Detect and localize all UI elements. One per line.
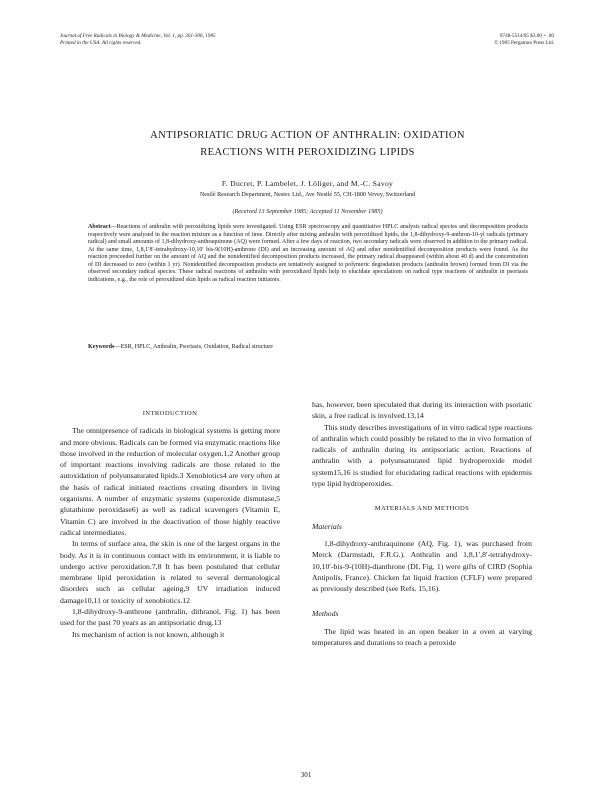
methods-paragraph: The lipid was heated in an open beaker in a oven at varying temperatures and durations to reach a peroxide xyxy=(312,626,532,648)
abstract-label: Abstract xyxy=(88,224,111,230)
abstract-text: —Reactions of anthralin with peroxidizing lipids were investigated. Using ESR spectroscopy and quantitative HPLC analysis radical species and decomposition products respectively were analysed in the reaction mixture as a function of time. Directly after mixing anthralin with peroxidized lipids, the 1,8-dihydroxy-9-anthron-10-yl radicals (primary radical) and small amounts of 1,8-dihydroxy-anthraquinone (AQ) were formed. After a few days of reaction, two secondary radicals were observed in addition to the primary radical. At the same time, 1,8,1′8′-tetrahydroxy-10,10′ bis-9(10H)-anthrone (DI) and an increasing amount of AQ and other nonidentified decomposition products were found. As the reaction proceeded further on the amount of AQ and the nonidentified decomposition products increased, the primary radical disappeared (within about 40 d) and the concentration of DI decreased to zero (within 1 yr). Nonidentified decomposition products are tentatively assigned to polymeric degradation products (anthralin brown) formed from DI via the observed secondary radical species. These radical reactions of anthralin with peroxidized lipids help to elucidate speculations on radical type reactions of anthralin in psoriasis indications, e.g., the role of peroxidized skin lipids as radical reaction initiators. xyxy=(88,224,528,283)
materials-methods-heading: MATERIALS AND METHODS xyxy=(374,505,470,513)
study-description-paragraph: This study describes investigations of in vitro radical type reactions of anthralin which could possibly be related to the in vivo formation of radicals of anthralin during its antipsoriatic action. Reactions of anthralin with a polyunsaturated lipid hydroperoxide model system15,16 is studied for elucidating radical reactions with epidermis type lipid hydroperoxides. xyxy=(312,422,532,489)
print-notice: Printed in the USA. All rights reserved. xyxy=(60,40,142,46)
intro-paragraph-3: 1,8-dihydroxy-9-anthrone (anthralin, dithranol, Fig. 1) has been used for the past 70 years as an antipsoriatic drug.13 xyxy=(60,607,280,628)
copyright-line: © 1985 Pergamon Press Ltd. xyxy=(494,40,554,46)
continued-paragraph: has, however, been speculated that during its interaction with psoriatic skin, a free radical is involved.13,14 xyxy=(312,400,532,421)
materials-subheading: Materials xyxy=(312,521,342,531)
received-dates: (Received 13 September 1985; Accepted 11 November 1985) xyxy=(232,208,383,215)
author-list: F. Ducret, P. Lambelet, J. Löliger, and M.-C. Savoy xyxy=(221,179,394,188)
issn-line: 0748-5514/85 $3.00 + .00 xyxy=(499,33,554,39)
abstract xyxy=(88,224,528,284)
keywords xyxy=(88,344,528,350)
right-column xyxy=(312,399,532,648)
intro-paragraph-1: The omnipresence of radicals in biological systems is getting more and more obvious. Radicals can be formed via enzymatic reactions like those involved in the reduction of molecular oxygen.1,2 Another group of important reactions involving radicals are those related to the autoxidation of polyunsaturated lipids.3 Xenobiotics4 are very often at the basis of radical initiated reactions creating disorders in living organisms. A number of enzymatic systems (superoxide dismutase,5 glutathione peroxidase6) as well as radical scavengers (Vitamin E, Vitamin C) are involved in the deactivation of those highly reactive radical intermediates. xyxy=(60,426,280,537)
intro-paragraph-4: Its mechanism of action is not known, although it xyxy=(72,629,225,639)
keywords-text: —ESR, HPLC, Anthralin, Psoriasis, Oxidation, Radical structure xyxy=(114,344,274,350)
page-number: 301 xyxy=(300,771,312,779)
title-line-2: REACTIONS WITH PEROXIDIZING LIPIDS xyxy=(200,147,415,158)
keywords-label: Keywords xyxy=(88,344,115,350)
affiliation: Nestlé Research Department, Nestec Ltd., Ave Nestlé 55, CH-1800 Vevey, Switzerland xyxy=(199,191,416,198)
intro-paragraph-2: In terms of surface area, the skin is one of the largest organs in the body. As it is in continuous contact with its environment, it is liable to undergo active peroxidation.7,8 It has been postulated that cellular membrane lipid peroxidation is related to several dermatological disorders such as cellular ageing,9 UV irradiation induced damage10,11 or toxicity of xenobiotics.12 xyxy=(60,539,280,605)
introduction-heading: INTRODUCTION xyxy=(142,410,198,417)
journal-header xyxy=(60,33,216,47)
journal-citation: Journal of Free Radicals in Biology & Medicine, Vol. 1, pp. 301-306, 1985 xyxy=(60,33,216,39)
title-line-1: ANTIPSORIATIC DRUG ACTION OF ANTHRALIN: OXIDATION xyxy=(150,130,465,141)
methods-subheading: Methods xyxy=(312,609,339,619)
materials-paragraph: 1,8-dihydroxy-anthraquinone (AQ, Fig. 1), was purchased from Merck (Darmstadt, F.R.G.). Anthralin and 1,8,1′,8′-tetrahydroxy-10,10′-bis-9-(10H)-dianthrone (DI, Fig. 1) were gifts of CIRD (Sophia Antipolis, France). Chicken fat liquid fraction (CFLF) were prepared as previously described (see Refs. 15,16). xyxy=(312,538,532,594)
left-column xyxy=(60,408,280,640)
paper-title xyxy=(60,127,555,161)
copyright-header xyxy=(494,33,554,47)
